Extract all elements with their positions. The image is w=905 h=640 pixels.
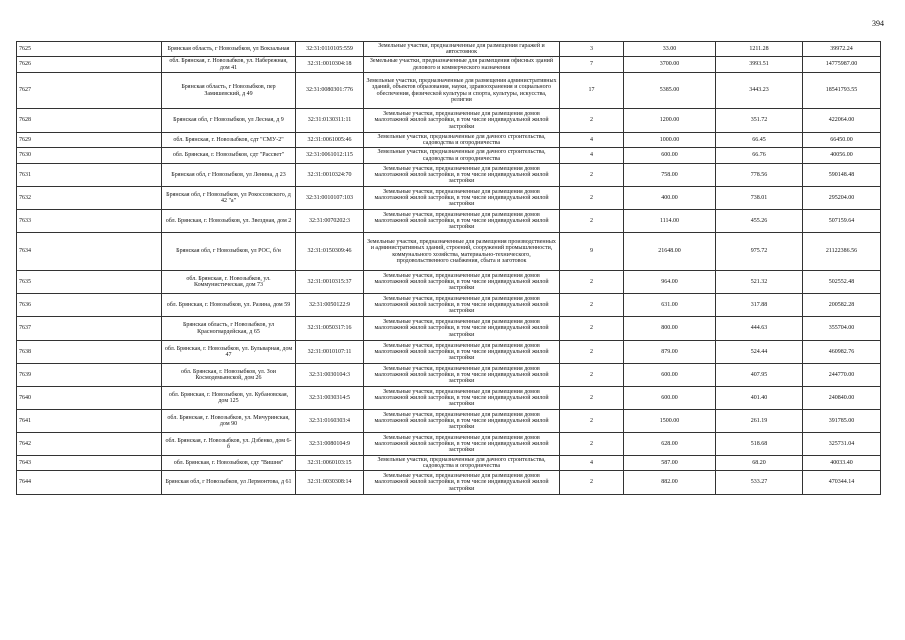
specific-value-cell: 975.72	[716, 233, 803, 271]
table-row	[17, 73, 881, 109]
cadastral-number-cell: 32:31:0030308:14	[296, 471, 364, 495]
land-use-cell: Земельные участки, предназначенные для дачного строительства, садоводства и огородничества	[364, 456, 560, 471]
specific-value-cell: 68.20	[716, 456, 803, 471]
use-group-cell: 17	[560, 73, 624, 109]
area-cell: 600.00	[624, 148, 716, 164]
address-cell: Брянская область, г Новозыбков, ул Красногвардейская, д 65	[162, 317, 296, 341]
cadastral-number-cell: 32:31:0010304:18	[296, 57, 364, 73]
row-number-cell: 7630	[17, 148, 162, 164]
table-row	[17, 233, 881, 271]
address-cell: Брянская обл, г Новозыбков, ул РОС, б/н	[162, 233, 296, 271]
use-group-cell: 3	[560, 42, 624, 57]
area-cell: 5385.00	[624, 73, 716, 109]
address-cell: Брянская область, г Новозыбков, ул Вокзальная	[162, 42, 296, 57]
cadastral-number-cell: 32:31:0080301:776	[296, 73, 364, 109]
use-group-cell: 2	[560, 164, 624, 187]
table-row	[17, 410, 881, 433]
cadastral-value-cell: 39972.24	[803, 42, 881, 57]
row-number-cell: 7641	[17, 410, 162, 433]
area-cell: 1114.00	[624, 210, 716, 233]
area-cell: 600.00	[624, 387, 716, 410]
use-group-cell: 9	[560, 233, 624, 271]
use-group-cell: 4	[560, 133, 624, 148]
use-group-cell: 2	[560, 387, 624, 410]
land-use-cell: Земельные участки, предназначенные для размещения домов малоэтажной жилой застройки, в том числе индивидуальной жилой застройки	[364, 317, 560, 341]
land-use-cell: Земельные участки, предназначенные для дачного строительства, садоводства и огородничества	[364, 148, 560, 164]
row-number-cell: 7639	[17, 364, 162, 387]
area-cell: 631.00	[624, 294, 716, 317]
cadastral-value-cell: 590148.48	[803, 164, 881, 187]
row-number-cell: 7643	[17, 456, 162, 471]
table-row	[17, 456, 881, 471]
use-group-cell: 2	[560, 471, 624, 495]
cadastral-value-cell: 470344.14	[803, 471, 881, 495]
use-group-cell: 2	[560, 271, 624, 294]
cadastral-number-cell: 32:31:0050317:16	[296, 317, 364, 341]
cadastral-value-cell: 40033.40	[803, 456, 881, 471]
use-group-cell: 2	[560, 433, 624, 456]
specific-value-cell: 407.95	[716, 364, 803, 387]
land-use-cell: Земельные участки, предназначенные для размещения гаражей и автостоянок	[364, 42, 560, 57]
cadastral-value-cell: 240840.00	[803, 387, 881, 410]
address-cell: Брянская обл, г Новозыбков, ул Ленина, д 23	[162, 164, 296, 187]
specific-value-cell: 351.72	[716, 109, 803, 133]
cadastral-number-cell: 32:31:0070202:3	[296, 210, 364, 233]
row-number-cell: 7644	[17, 471, 162, 495]
row-number-cell: 7636	[17, 294, 162, 317]
address-cell: обл. Брянская, г. Новозыбков, ул. Бульварная, дом 47	[162, 341, 296, 364]
row-number-cell: 7628	[17, 109, 162, 133]
land-use-cell: Земельные участки, предназначенные для размещения домов малоэтажной жилой застройки, в том числе индивидуальной жилой застройки	[364, 341, 560, 364]
land-use-cell: Земельные участки, предназначенные для размещения офисных зданий делового и коммерческого назначения	[364, 57, 560, 73]
table-row	[17, 109, 881, 133]
area-cell: 964.00	[624, 271, 716, 294]
cadastral-number-cell: 32:31:0061005:46	[296, 133, 364, 148]
specific-value-cell: 66.45	[716, 133, 803, 148]
specific-value-cell: 1211.28	[716, 42, 803, 57]
table-row	[17, 364, 881, 387]
cadastral-value-cell: 295204.00	[803, 187, 881, 210]
use-group-cell: 2	[560, 109, 624, 133]
table-row	[17, 42, 881, 57]
cadastral-number-cell: 32:31:0080104:9	[296, 433, 364, 456]
address-cell: Брянская обл, г Новозыбков, ул Лермонтова, д 61	[162, 471, 296, 495]
use-group-cell: 2	[560, 317, 624, 341]
row-number-cell: 7626	[17, 57, 162, 73]
row-number-cell: 7634	[17, 233, 162, 271]
use-group-cell: 2	[560, 364, 624, 387]
specific-value-cell: 738.01	[716, 187, 803, 210]
cadastral-number-cell: 32:31:0061012:115	[296, 148, 364, 164]
land-use-cell: Земельные участки, предназначенные для размещения домов малоэтажной жилой застройки, в том числе индивидуальной жилой застройки	[364, 364, 560, 387]
land-use-cell: Земельные участки, предназначенные для размещения домов малоэтажной жилой застройки, в том числе индивидуальной жилой застройки	[364, 410, 560, 433]
cadastral-value-cell: 66450.00	[803, 133, 881, 148]
use-group-cell: 2	[560, 187, 624, 210]
cadastral-number-cell: 32:31:0010324:70	[296, 164, 364, 187]
cadastral-number-cell: 32:31:0130311:11	[296, 109, 364, 133]
area-cell: 400.00	[624, 187, 716, 210]
specific-value-cell: 401.40	[716, 387, 803, 410]
specific-value-cell: 778.56	[716, 164, 803, 187]
cadastral-value-cell: 422064.00	[803, 109, 881, 133]
address-cell: обл. Брянская, г. Новозыбков, ул. Звездная, дом 2	[162, 210, 296, 233]
land-use-cell: Земельные участки, предназначенные для размещения домов малоэтажной жилой застройки, в том числе индивидуальной жилой застройки	[364, 294, 560, 317]
address-cell: обл. Брянская, г. Новозыбков, ул. Кубановская, дом 125	[162, 387, 296, 410]
specific-value-cell: 261.19	[716, 410, 803, 433]
specific-value-cell: 317.88	[716, 294, 803, 317]
specific-value-cell: 455.26	[716, 210, 803, 233]
area-cell: 1500.00	[624, 410, 716, 433]
cadastral-value-cell: 355704.00	[803, 317, 881, 341]
row-number-cell: 7640	[17, 387, 162, 410]
address-cell: Брянская обл, г Новозыбков, ул Лесная, д 9	[162, 109, 296, 133]
address-cell: Брянская обл, г Новозыбков, ул Рокоссовского, д 42 "а"	[162, 187, 296, 210]
cadastral-number-cell: 32:31:0160303:4	[296, 410, 364, 433]
address-cell: обл. Брянская, г. Новозыбков, сдт "СМУ-2"	[162, 133, 296, 148]
table-row	[17, 57, 881, 73]
cadastral-value-cell: 507159.64	[803, 210, 881, 233]
table-row	[17, 164, 881, 187]
use-group-cell: 4	[560, 148, 624, 164]
cadastral-number-cell: 32:31:0010315:37	[296, 271, 364, 294]
cadastral-value-cell: 14775987.00	[803, 57, 881, 73]
area-cell: 879.00	[624, 341, 716, 364]
table-row	[17, 317, 881, 341]
row-number-cell: 7638	[17, 341, 162, 364]
cadastral-value-cell: 244770.00	[803, 364, 881, 387]
table-row	[17, 433, 881, 456]
land-use-cell: Земельные участки, предназначенные для размещения домов малоэтажной жилой застройки, в том числе индивидуальной жилой застройки	[364, 387, 560, 410]
table-row	[17, 133, 881, 148]
row-number-cell: 7627	[17, 73, 162, 109]
cadastral-number-cell: 32:31:0030314:5	[296, 387, 364, 410]
row-number-cell: 7631	[17, 164, 162, 187]
specific-value-cell: 524.44	[716, 341, 803, 364]
table-row	[17, 294, 881, 317]
specific-value-cell: 3443.23	[716, 73, 803, 109]
table-row	[17, 148, 881, 164]
address-cell: Брянская область, г Новозыбков, пер Замишевский, д 49	[162, 73, 296, 109]
row-number-cell: 7633	[17, 210, 162, 233]
area-cell: 1000.00	[624, 133, 716, 148]
address-cell: обл. Брянская, г. Новозыбков, ул. Дзбенко, дом 6-б	[162, 433, 296, 456]
cadastral-number-cell: 32:31:0010107:103	[296, 187, 364, 210]
land-use-cell: Земельные участки, предназначенные для размещения производственных и административных зданий, строений, сооружений промышленности, коммунального хозяйства, материально-технического, продовольственного снабжения, сбыта и заготовок	[364, 233, 560, 271]
address-cell: обл. Брянская, г. Новозыбков, ул. Мичуринская, дом 90	[162, 410, 296, 433]
use-group-cell: 2	[560, 210, 624, 233]
cadastral-value-cell: 391785.00	[803, 410, 881, 433]
specific-value-cell: 533.27	[716, 471, 803, 495]
use-group-cell: 2	[560, 294, 624, 317]
table-row	[17, 271, 881, 294]
cadastral-number-cell: 32:31:0050122:9	[296, 294, 364, 317]
row-number-cell: 7635	[17, 271, 162, 294]
cadastral-value-cell: 460982.76	[803, 341, 881, 364]
row-number-cell: 7637	[17, 317, 162, 341]
area-cell: 33.00	[624, 42, 716, 57]
specific-value-cell: 521.32	[716, 271, 803, 294]
row-number-cell: 7642	[17, 433, 162, 456]
table-row	[17, 210, 881, 233]
address-cell: обл. Брянская, г. Новозыбков, ул. Коммунистическая, дом 73	[162, 271, 296, 294]
area-cell: 1200.00	[624, 109, 716, 133]
area-cell: 628.00	[624, 433, 716, 456]
cadastral-value-cell: 18541793.55	[803, 73, 881, 109]
land-use-cell: Земельные участки, предназначенные для размещения домов малоэтажной жилой застройки, в том числе индивидуальной жилой застройки	[364, 187, 560, 210]
cadastral-value-cell: 21122386.56	[803, 233, 881, 271]
page-number: 394	[872, 19, 884, 28]
land-use-cell: Земельные участки, предназначенные для размещения домов малоэтажной жилой застройки, в том числе индивидуальной жилой застройки	[364, 164, 560, 187]
land-use-cell: Земельные участки, предназначенные для размещения домов малоэтажной жилой застройки, в том числе индивидуальной жилой застройки	[364, 433, 560, 456]
land-use-cell: Земельные участки, предназначенные для размещения домов малоэтажной жилой застройки, в том числе индивидуальной жилой застройки	[364, 109, 560, 133]
cadastral-value-cell: 200582.28	[803, 294, 881, 317]
area-cell: 21648.00	[624, 233, 716, 271]
address-cell: обл. Брянская, г. Новозыбков, сдт "Вишня"	[162, 456, 296, 471]
cadastral-value-cell: 502552.48	[803, 271, 881, 294]
land-use-cell: Земельные участки, предназначенные для размещения домов малоэтажной жилой застройки, в том числе индивидуальной жилой застройки	[364, 271, 560, 294]
use-group-cell: 4	[560, 456, 624, 471]
table-row	[17, 387, 881, 410]
address-cell: обл. Брянская, г. Новозыбков, ул. Зои Космодемьянской, дом 26	[162, 364, 296, 387]
land-use-cell: Земельные участки, предназначенные для дачного строительства, садоводства и огородничества	[364, 133, 560, 148]
cadastral-value-cell: 325731.04	[803, 433, 881, 456]
cadastral-number-cell: 32:31:0060103:15	[296, 456, 364, 471]
specific-value-cell: 444.63	[716, 317, 803, 341]
address-cell: обл. Брянская, г. Новозыбков, ул. Разина, дом 59	[162, 294, 296, 317]
row-number-cell: 7625	[17, 42, 162, 57]
area-cell: 758.00	[624, 164, 716, 187]
area-cell: 882.00	[624, 471, 716, 495]
cadastral-number-cell: 32:31:0010107:11	[296, 341, 364, 364]
use-group-cell: 7	[560, 57, 624, 73]
area-cell: 600.00	[624, 364, 716, 387]
table-row	[17, 471, 881, 495]
table-body	[17, 42, 881, 495]
address-cell: обл. Брянская, г. Новозыбков, ул. Набережная, дом 41	[162, 57, 296, 73]
area-cell: 587.00	[624, 456, 716, 471]
table-row	[17, 187, 881, 210]
address-cell: обл. Брянская, г. Новозыбков, сдт "Рассвет"	[162, 148, 296, 164]
row-number-cell: 7629	[17, 133, 162, 148]
land-registry-table	[16, 41, 881, 495]
specific-value-cell: 66.76	[716, 148, 803, 164]
area-cell: 800.00	[624, 317, 716, 341]
cadastral-number-cell: 32:31:0110105:559	[296, 42, 364, 57]
land-use-cell: Земельные участки, предназначенные для размещения домов малоэтажной жилой застройки, в том числе индивидуальной жилой застройки	[364, 210, 560, 233]
table-row	[17, 341, 881, 364]
use-group-cell: 2	[560, 410, 624, 433]
row-number-cell: 7632	[17, 187, 162, 210]
cadastral-number-cell: 32:31:0030104:3	[296, 364, 364, 387]
area-cell: 3700.00	[624, 57, 716, 73]
specific-value-cell: 518.68	[716, 433, 803, 456]
use-group-cell: 2	[560, 341, 624, 364]
cadastral-number-cell: 32:31:0150309:46	[296, 233, 364, 271]
land-use-cell: Земельные участки, предназначенные для размещения домов малоэтажной жилой застройки, в том числе индивидуальной жилой застройки	[364, 471, 560, 495]
cadastral-value-cell: 40056.00	[803, 148, 881, 164]
land-use-cell: Земельные участки, предназначенные для размещения административных зданий, объектов образования, науки, здравоохранения и социального обеспечения, физической культуры и спорта, культуры, искусства, религии	[364, 73, 560, 109]
specific-value-cell: 3993.51	[716, 57, 803, 73]
